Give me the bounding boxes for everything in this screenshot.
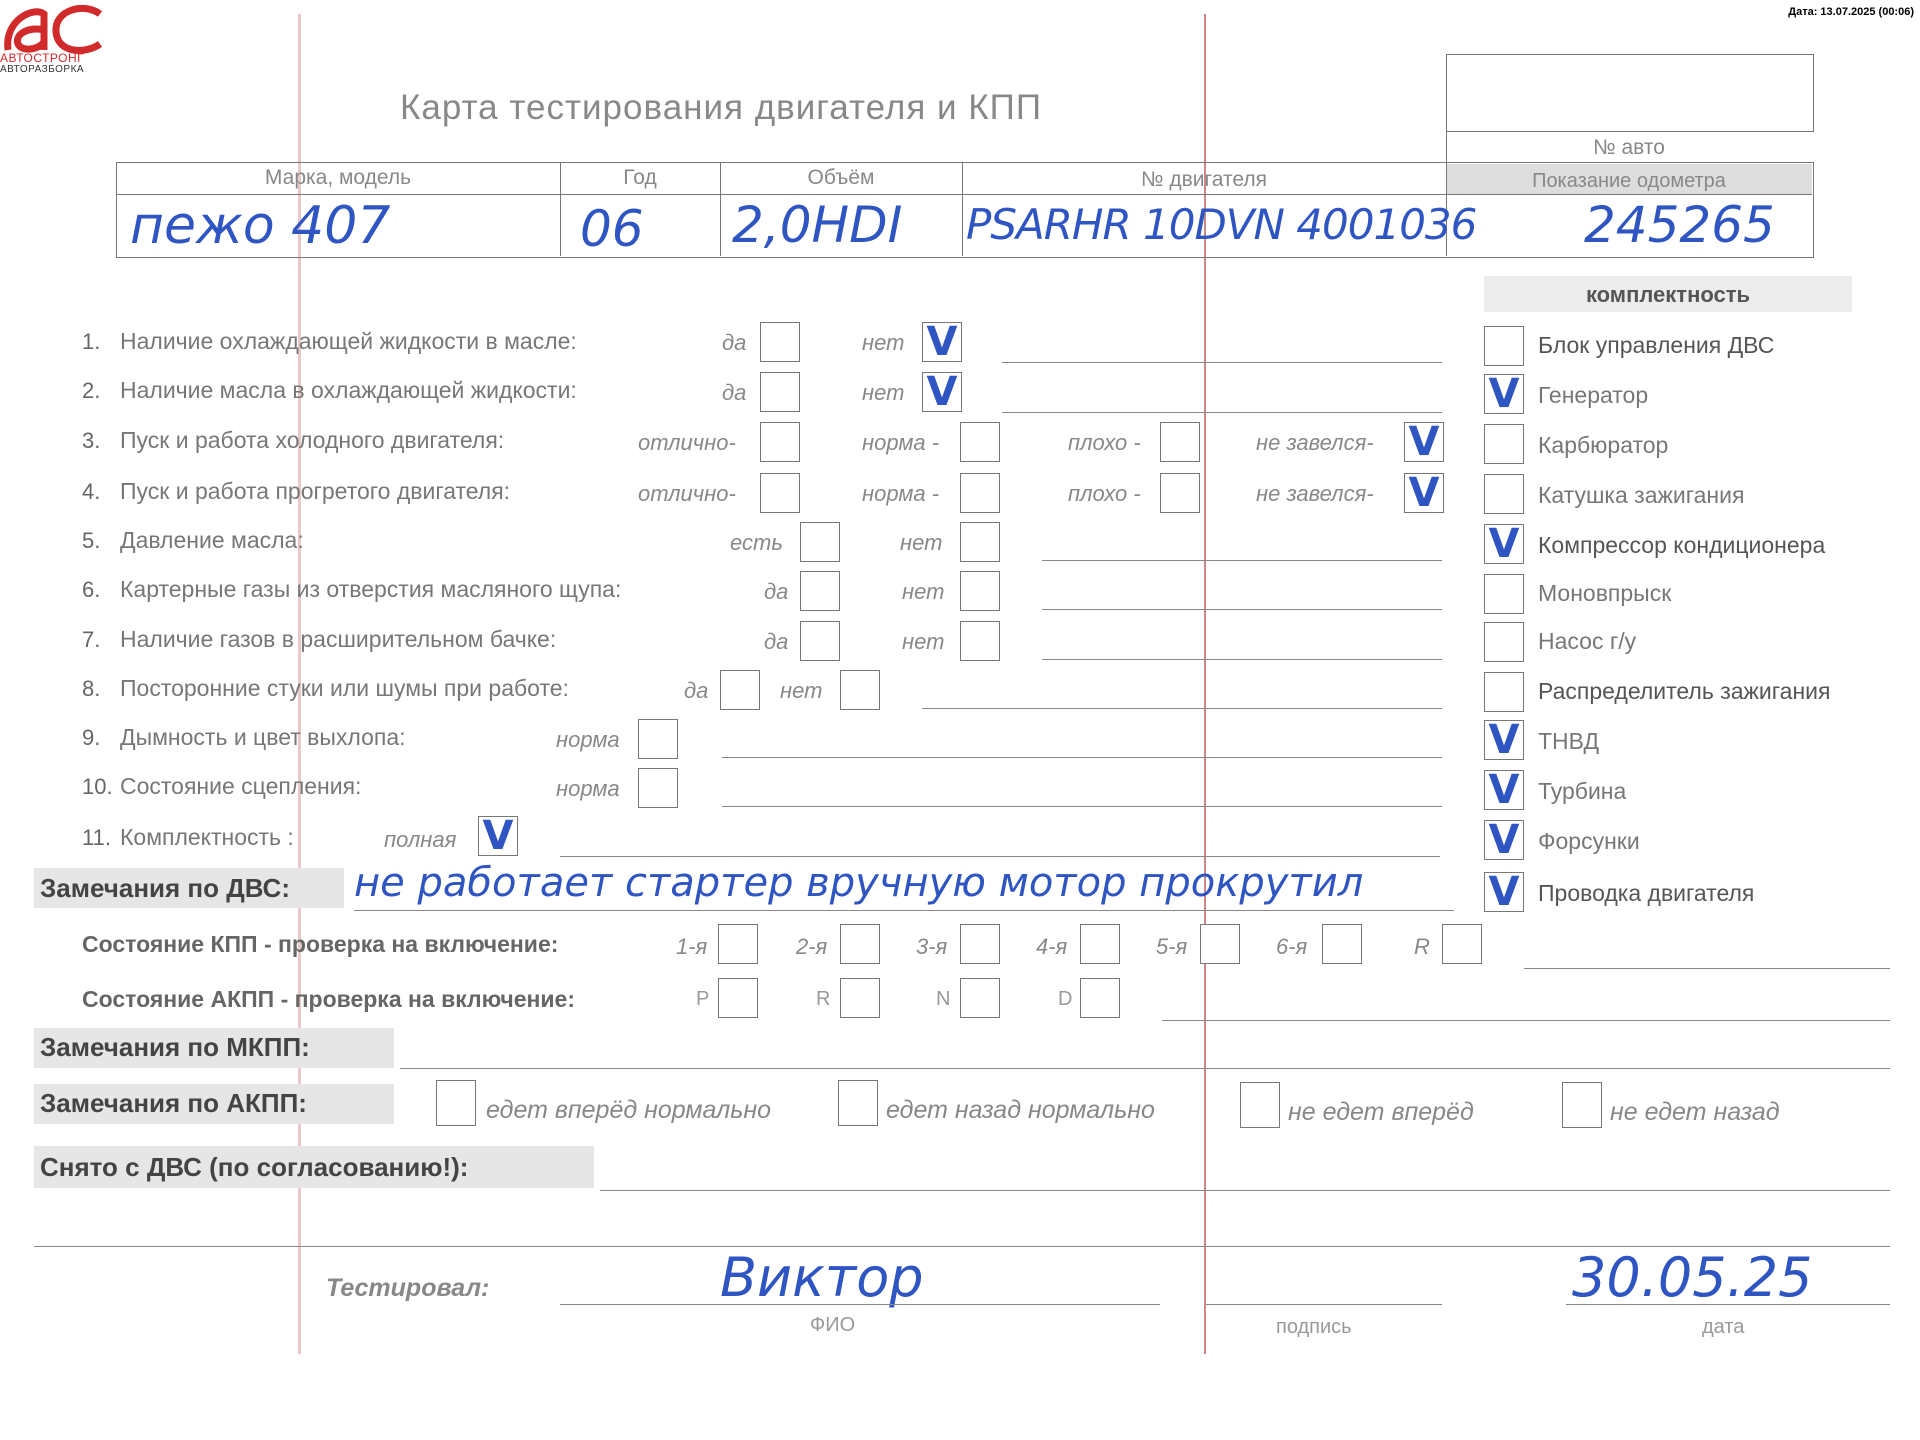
akpp-gear-label: R (816, 988, 831, 1010)
checkbox-yes[interactable] (760, 322, 800, 362)
row-number: 3. (82, 428, 101, 453)
tester-name: Виктор (720, 1246, 924, 1309)
row-number: 7. (82, 627, 101, 652)
row-label: Наличие масла в охлаждающей жидкости: (120, 377, 577, 403)
volume-header: Объём (807, 166, 875, 189)
checkbox-no-checked[interactable]: V (922, 372, 962, 412)
kit-checkbox-checked[interactable]: V (1484, 374, 1524, 414)
option-label: есть (730, 530, 783, 555)
checkbox-yes[interactable] (800, 621, 840, 661)
model-header: Марка, модель (264, 166, 412, 189)
kit-label: Распределитель зажигания (1538, 678, 1831, 704)
kit-checkbox-checked[interactable]: V (1484, 720, 1524, 760)
notes-line (1042, 560, 1442, 561)
kit-checkbox[interactable] (1484, 326, 1524, 366)
signature-line (1206, 1304, 1442, 1305)
kit-label: Катушка зажигания (1538, 482, 1745, 508)
checkbox-no[interactable] (960, 522, 1000, 562)
kit-label: Турбина (1538, 778, 1627, 804)
akpp-option-label: едет назад нормально (886, 1096, 1155, 1124)
auto-number-label: № авто (1593, 136, 1665, 159)
checkbox-normal[interactable] (638, 768, 678, 808)
option-label: нет (862, 330, 905, 355)
checkbox-no[interactable] (840, 670, 880, 710)
volume-value: 2,0HDI (732, 196, 903, 254)
kpp-gear-checkbox[interactable] (1200, 924, 1240, 964)
option-label: нет (902, 629, 945, 654)
kpp-gear-checkbox[interactable] (718, 924, 758, 964)
option-label: не завелся- (1256, 481, 1374, 506)
option-label: да (764, 629, 789, 654)
checkbox-no-checked[interactable]: V (922, 322, 962, 362)
row-label: Комплектность : (120, 824, 294, 850)
option-label: нет (862, 380, 905, 405)
option-label: норма - (862, 430, 940, 455)
notes-line (922, 708, 1442, 709)
row-number: 9. (82, 725, 101, 750)
akpp-gear-checkbox[interactable] (960, 978, 1000, 1018)
akpp-gear-checkbox[interactable] (718, 978, 758, 1018)
checkbox-yes[interactable] (800, 571, 840, 611)
odometer-value: 245265 (1584, 196, 1775, 254)
tested-label: Тестировал: (326, 1274, 490, 1302)
row-label: Наличие газов в расширительном бачке: (120, 626, 557, 652)
kpp-notes-line (1524, 968, 1890, 969)
kit-checkbox[interactable] (1484, 424, 1524, 464)
kit-checkbox[interactable] (1484, 622, 1524, 662)
kit-checkbox[interactable] (1484, 474, 1524, 514)
kit-checkbox-checked[interactable]: V (1484, 872, 1524, 912)
option-label: плохо - (1068, 430, 1141, 455)
option-label: нет (780, 678, 823, 703)
option-label: нет (900, 530, 943, 555)
akpp-option-label: не едет назад (1610, 1098, 1780, 1126)
option-label: не завелся- (1256, 430, 1374, 455)
kit-checkbox-checked[interactable]: V (1484, 820, 1524, 860)
checkbox-bad[interactable] (1160, 422, 1200, 462)
kit-checkbox[interactable] (1484, 672, 1524, 712)
kpp-gear-label: 2-я (796, 934, 828, 959)
akpp-option-label: не едет вперёд (1288, 1098, 1474, 1126)
kpp-gear-checkbox[interactable] (1442, 924, 1482, 964)
option-label: плохо - (1068, 481, 1141, 506)
row-number: 2. (82, 378, 101, 403)
kpp-gear-checkbox[interactable] (960, 924, 1000, 964)
kit-checkbox-checked[interactable]: V (1484, 770, 1524, 810)
remarks-dvs-value: не работает стартер вручную мотор прокрутил (354, 860, 1364, 906)
model-value: пежо 407 (130, 196, 391, 256)
row-label: Пуск и работа прогретого двигателя: (120, 478, 511, 504)
row-number: 6. (82, 577, 101, 602)
engine-number-header: № двигателя (1141, 168, 1267, 191)
remarks-akpp-label: Замечания по АКПП: (40, 1088, 307, 1118)
notes-line (722, 806, 1442, 807)
row-label: Наличие охлаждающей жидкости в масле: (120, 328, 577, 354)
akpp-gear-checkbox[interactable] (840, 978, 880, 1018)
option-label: норма - (862, 481, 940, 506)
kpp-gear-label: 4-я (1036, 934, 1068, 959)
row-label: Давление масла: (120, 527, 304, 553)
akpp-gear-checkbox[interactable] (1080, 978, 1120, 1018)
kpp-gear-checkbox[interactable] (1322, 924, 1362, 964)
checkbox-excellent[interactable] (760, 473, 800, 513)
odometer-header: Показание одометра (1532, 170, 1726, 192)
year-value: 06 (580, 200, 644, 258)
akpp-no-backward-checkbox[interactable] (1562, 1082, 1602, 1128)
checkbox-yes[interactable] (800, 522, 840, 562)
checkbox-no[interactable] (960, 571, 1000, 611)
checkbox-not-started-checked[interactable]: V (1404, 473, 1444, 513)
kit-label: Насос г/у (1538, 628, 1637, 654)
notes-line (722, 757, 1442, 758)
date-line (1566, 1304, 1890, 1305)
test-date: 30.05.25 (1572, 1246, 1813, 1309)
kit-label: Компрессор кондиционера (1538, 532, 1826, 558)
row-label: Состояние сцепления: (120, 773, 362, 799)
kit-label: Блок управления ДВС (1538, 332, 1775, 358)
notes-line (1042, 659, 1442, 660)
akpp-forward-ok-checkbox[interactable] (436, 1080, 476, 1126)
kpp-gear-label: 6-я (1276, 934, 1308, 959)
akpp-gear-label: N (936, 988, 951, 1010)
akpp-option-label: едет вперёд нормально (486, 1096, 772, 1124)
checkbox-yes[interactable] (720, 670, 760, 710)
option-label: да (722, 380, 747, 405)
option-label: полная (384, 827, 457, 852)
remarks-dvs-line (354, 910, 1454, 911)
row-number: 11. (82, 825, 111, 850)
row-label: Посторонние стуки или шумы при работе: (120, 675, 569, 701)
kit-checkbox[interactable] (1484, 574, 1524, 614)
auto-number-box (1446, 54, 1814, 132)
kpp-label: Состояние КПП - проверка на включение: (82, 931, 559, 957)
remarks-mkpp-label: Замечания по МКПП: (40, 1032, 310, 1062)
row-number: 5. (82, 528, 101, 553)
option-label: норма (556, 727, 620, 752)
header-divider (116, 194, 1812, 195)
kit-label: ТНВД (1538, 728, 1600, 754)
completeness-title: комплектность (1585, 282, 1751, 307)
checkbox-normal[interactable] (638, 719, 678, 759)
remarks-mkpp-line (400, 1068, 1890, 1069)
checkbox-bad[interactable] (1160, 473, 1200, 513)
kpp-gear-label: 3-я (916, 934, 948, 959)
akpp-label: Состояние АКПП - проверка на включение: (82, 986, 576, 1012)
kit-label: Моновпрыск (1538, 580, 1672, 606)
document-title: Карта тестирования двигателя и КПП (400, 88, 1042, 127)
checkbox-yes[interactable] (760, 372, 800, 412)
row-label: Дымность и цвет выхлопа: (120, 724, 406, 750)
kit-label: Форсунки (1538, 828, 1640, 854)
engine-number-value: PSARHR 10DVN 4001036 (966, 200, 1477, 249)
row-label: Пуск и работа холодного двигателя: (120, 427, 505, 453)
notes-line (1002, 362, 1442, 363)
option-label: да (764, 579, 789, 604)
logo-text-brand: АВТОСТРОНГ (0, 51, 85, 65)
row-number: 8. (82, 676, 101, 701)
checkbox-excellent[interactable] (760, 422, 800, 462)
checkbox-not-started-checked[interactable]: V (1404, 422, 1444, 462)
akpp-notes-line (1162, 1020, 1890, 1021)
checkbox-no[interactable] (960, 621, 1000, 661)
removed-label: Снято с ДВС (по согласованию!): (40, 1152, 469, 1182)
option-label: норма (556, 776, 620, 801)
logo-text-sub: АВТОРАЗБОРКА (0, 64, 85, 75)
fio-caption: ФИО (810, 1314, 856, 1336)
notes-line (560, 856, 1440, 857)
kit-label: Генератор (1538, 382, 1649, 408)
removed-line (600, 1190, 1890, 1191)
kit-label: Проводка двигателя (1538, 880, 1755, 906)
kpp-gear-label: 5-я (1156, 934, 1188, 959)
signature-caption: подпись (1276, 1316, 1352, 1338)
checkbox-normal[interactable] (960, 422, 1000, 462)
checkbox-full-checked[interactable]: V (478, 816, 518, 856)
fio-line (560, 1304, 1160, 1305)
kit-label: Карбюратор (1538, 432, 1669, 458)
notes-line (1042, 609, 1442, 610)
kpp-gear-checkbox[interactable] (1080, 924, 1120, 964)
option-label: да (722, 330, 747, 355)
date-stamp: Дата: 13.07.2025 (00:06) (1788, 6, 1914, 18)
akpp-no-forward-checkbox[interactable] (1240, 1082, 1280, 1128)
kpp-gear-label: R (1414, 934, 1430, 959)
option-label: нет (902, 579, 945, 604)
row-label: Картерные газы из отверстия масляного щупа: (120, 576, 622, 602)
row-number: 4. (82, 479, 101, 504)
option-label: отлично- (638, 430, 736, 455)
checkbox-normal[interactable] (960, 473, 1000, 513)
kit-checkbox-checked[interactable]: V (1484, 524, 1524, 564)
row-number: 10. (82, 774, 113, 799)
notes-line (1002, 412, 1442, 413)
remarks-dvs-label: Замечания по ДВС: (40, 873, 290, 903)
akpp-backward-ok-checkbox[interactable] (838, 1080, 878, 1126)
akpp-gear-label: D (1058, 988, 1073, 1010)
company-logo (0, 0, 104, 56)
year-header: Год (623, 166, 657, 189)
date-caption: дата (1702, 1316, 1745, 1338)
option-label: отлично- (638, 481, 736, 506)
akpp-gear-label: P (696, 988, 710, 1010)
option-label: да (684, 678, 709, 703)
row-number: 1. (82, 329, 101, 354)
kpp-gear-label: 1-я (676, 934, 708, 959)
kpp-gear-checkbox[interactable] (840, 924, 880, 964)
